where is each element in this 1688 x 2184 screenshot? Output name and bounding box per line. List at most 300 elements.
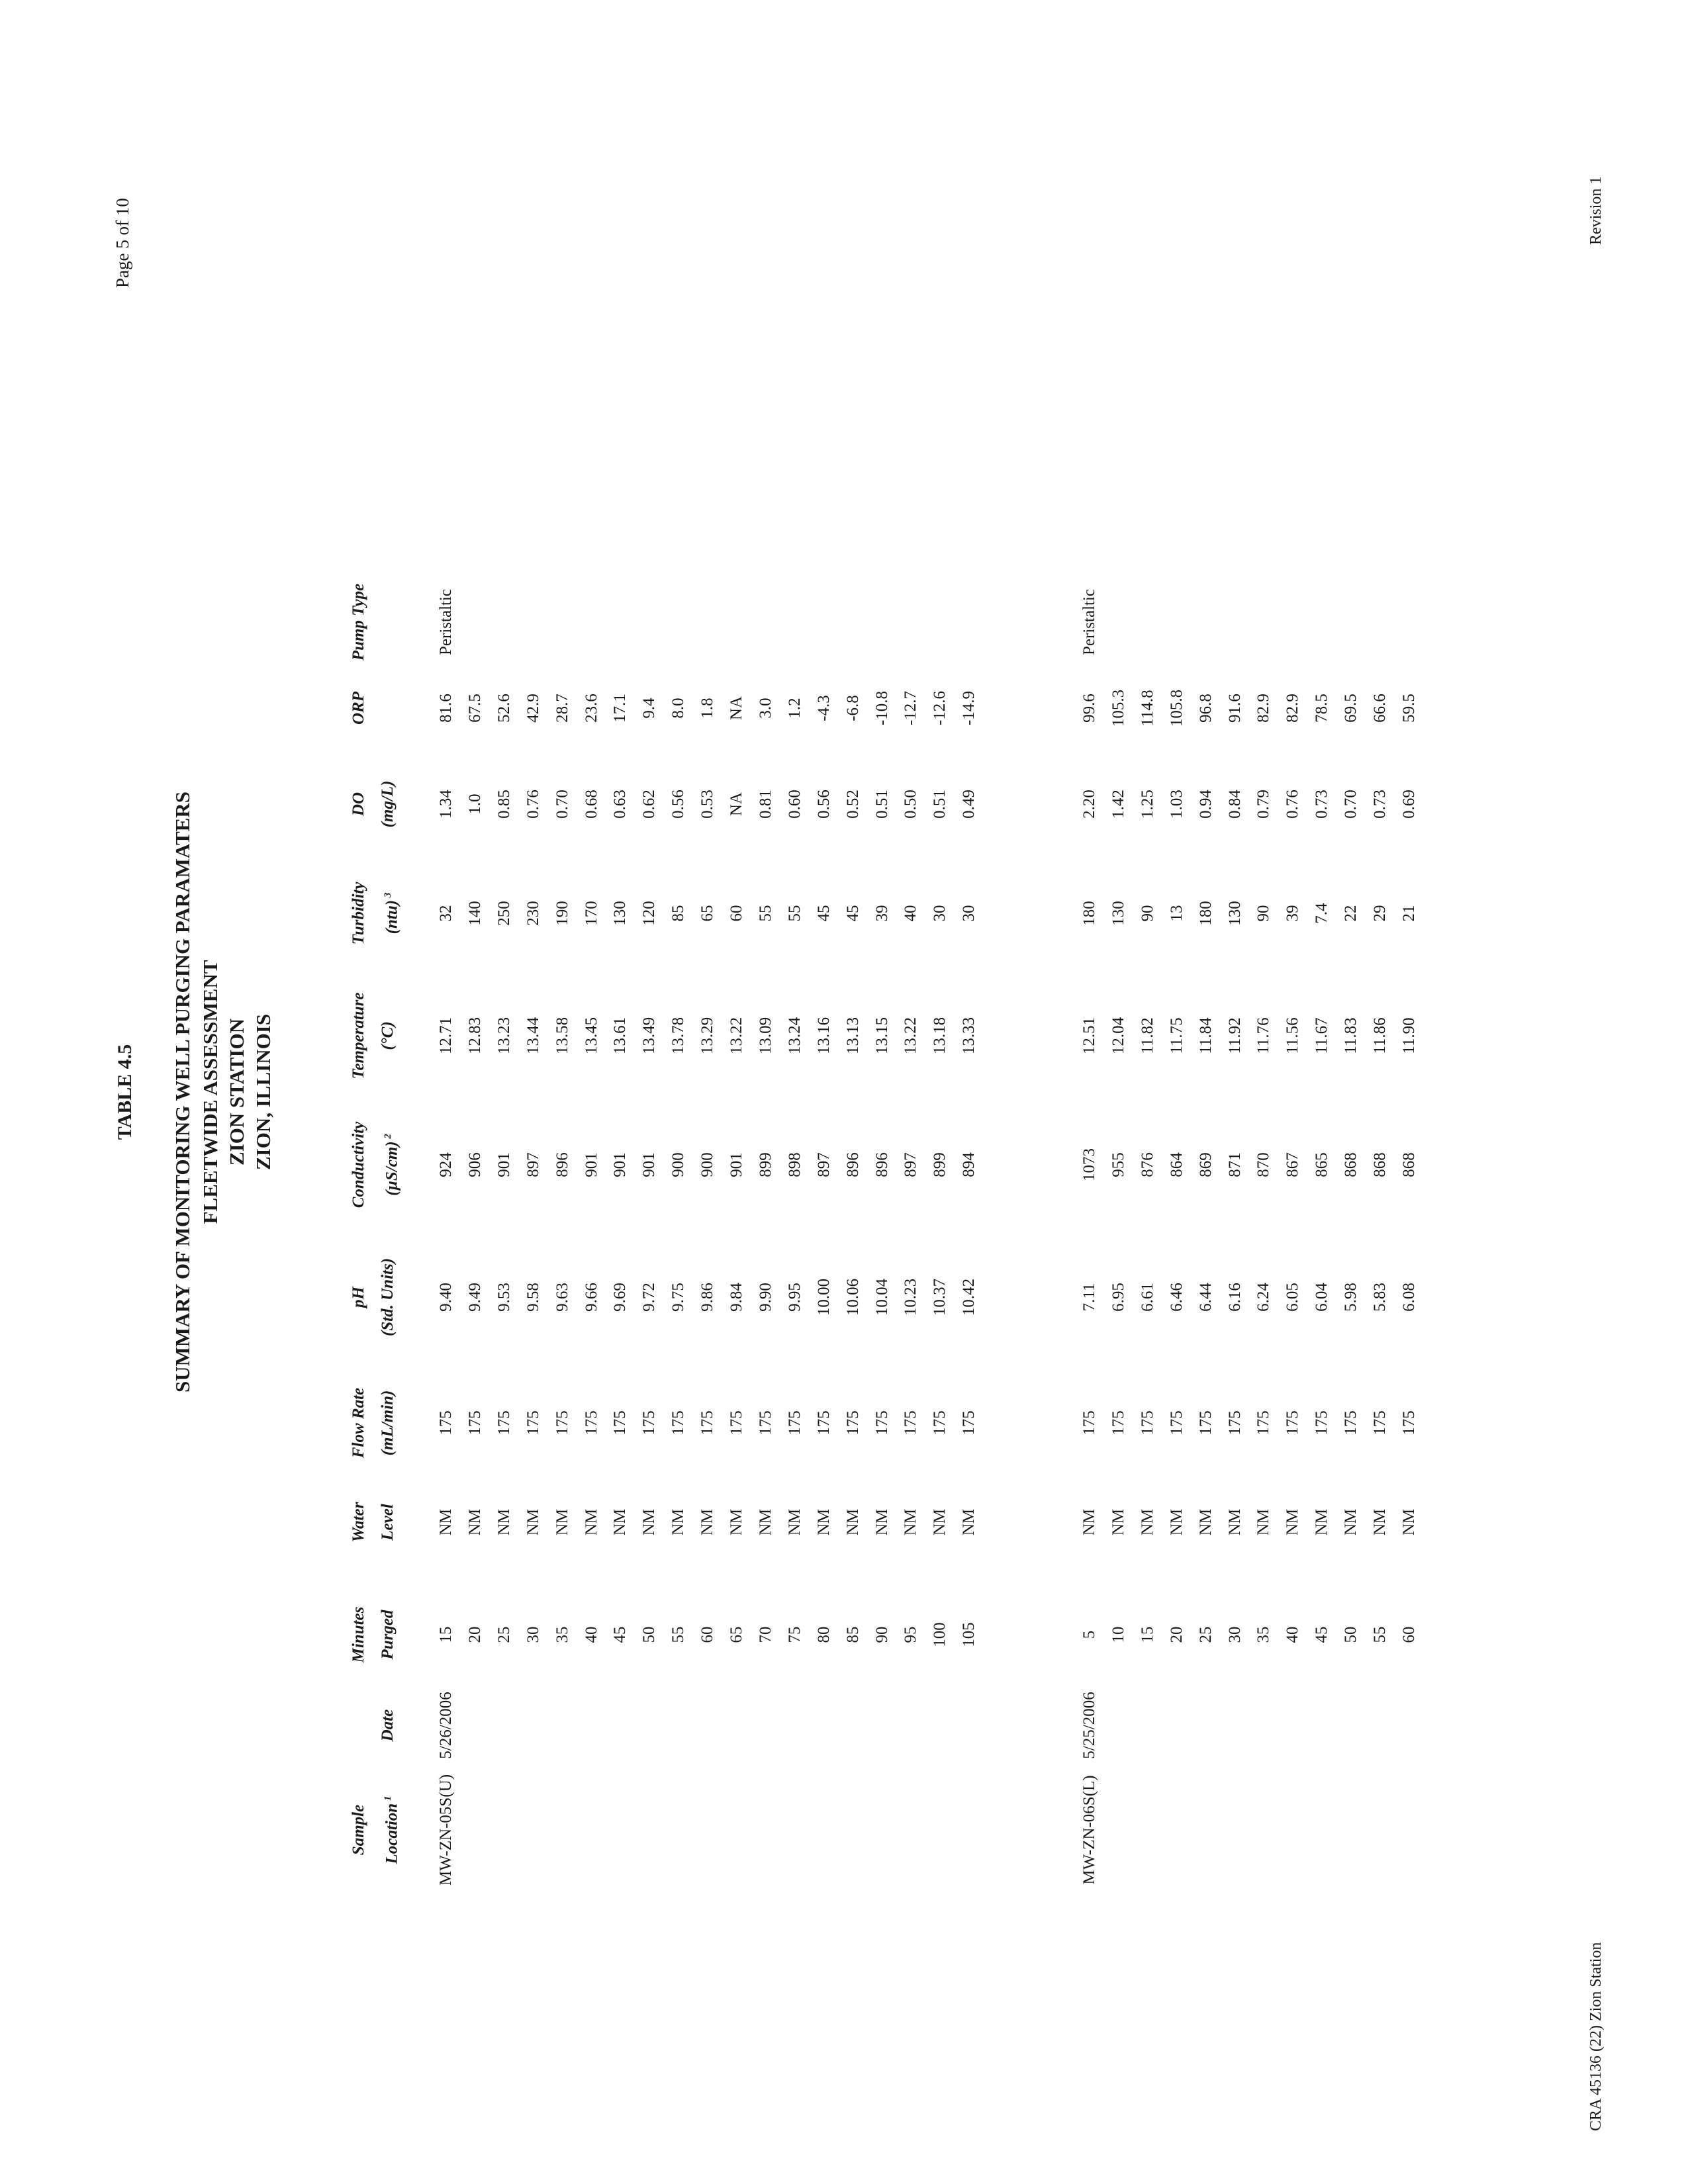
header-turb-line2: (ntu) $^3$ bbox=[383, 892, 401, 934]
cell-cond: 900 bbox=[698, 1152, 717, 1177]
cell-water: NM bbox=[1342, 1508, 1360, 1536]
cell-minutes: 20 bbox=[465, 1626, 484, 1643]
cell-orp: 114.8 bbox=[1138, 690, 1156, 727]
cell-minutes: 45 bbox=[611, 1626, 630, 1643]
cell-turb: 180 bbox=[1196, 901, 1215, 926]
cell-water: NM bbox=[1080, 1508, 1098, 1536]
footnote-marker: 1 bbox=[383, 1796, 393, 1803]
pump-type: Peristaltic bbox=[437, 589, 455, 655]
cell-turb: 21 bbox=[1399, 905, 1418, 922]
cell-cond: 868 bbox=[1371, 1152, 1389, 1177]
cell-ph: 9.53 bbox=[494, 1283, 513, 1312]
cell-water: NM bbox=[1109, 1508, 1127, 1536]
cell-flow: 175 bbox=[1313, 1410, 1331, 1435]
cell-turb: 13 bbox=[1167, 905, 1186, 922]
cell-flow: 175 bbox=[1254, 1410, 1273, 1435]
cell-cond: 864 bbox=[1167, 1152, 1186, 1177]
cell-flow: 175 bbox=[727, 1410, 745, 1435]
cell-ph: 6.61 bbox=[1138, 1283, 1156, 1312]
cell-do: 0.85 bbox=[494, 790, 513, 819]
cell-temp: 13.16 bbox=[814, 1017, 833, 1055]
cell-cond: 955 bbox=[1109, 1152, 1127, 1177]
cell-temp: 11.75 bbox=[1167, 1017, 1186, 1054]
cell-cond: 896 bbox=[872, 1152, 891, 1177]
cell-temp: 13.13 bbox=[843, 1017, 862, 1055]
cell-temp: 13.22 bbox=[902, 1017, 920, 1055]
cell-water: NM bbox=[1371, 1508, 1389, 1536]
header-flow-line1: Flow Rate bbox=[350, 1387, 367, 1459]
cell-temp: 13.78 bbox=[669, 1017, 688, 1055]
cell-temp: 13.24 bbox=[785, 1017, 804, 1055]
header-location-line1: Sample bbox=[350, 1804, 367, 1856]
cell-water: NM bbox=[814, 1508, 833, 1536]
cell-do: 0.51 bbox=[931, 790, 949, 819]
cell-cond: 897 bbox=[902, 1152, 920, 1177]
cell-minutes: 25 bbox=[1196, 1626, 1215, 1643]
cell-minutes: 95 bbox=[902, 1626, 920, 1643]
header-cond-line2: (µS/cm) $^2$ bbox=[383, 1134, 401, 1196]
cell-cond: 906 bbox=[465, 1152, 484, 1177]
cell-ph: 6.95 bbox=[1109, 1283, 1127, 1312]
cell-water: NM bbox=[727, 1508, 745, 1536]
cell-orp: -10.8 bbox=[872, 690, 891, 726]
header-ph bbox=[344, 1231, 402, 1363]
cell-ph: 9.49 bbox=[465, 1283, 484, 1312]
cell-orp: -12.6 bbox=[931, 690, 949, 726]
cell-orp: 3.0 bbox=[756, 698, 774, 719]
cell-ph: 9.84 bbox=[727, 1283, 745, 1312]
cell-orp: -14.9 bbox=[960, 690, 978, 726]
cell-turb: 30 bbox=[931, 905, 949, 922]
cell-flow: 175 bbox=[902, 1410, 920, 1435]
sample-location: MW-ZN-06S(L) bbox=[1080, 1775, 1098, 1885]
cell-temp: 12.51 bbox=[1080, 1017, 1098, 1055]
cell-flow: 175 bbox=[1284, 1410, 1302, 1435]
cell-ph: 6.04 bbox=[1313, 1283, 1331, 1312]
cell-flow: 175 bbox=[1371, 1410, 1389, 1435]
cell-water: NM bbox=[437, 1508, 455, 1536]
cell-orp: 66.6 bbox=[1371, 694, 1389, 723]
cell-turb: 65 bbox=[698, 905, 717, 922]
cell-orp: 17.1 bbox=[611, 694, 630, 723]
footnote-marker: 2 bbox=[383, 1134, 393, 1142]
cell-minutes: 40 bbox=[582, 1626, 600, 1643]
header-minutes bbox=[344, 1582, 402, 1688]
cell-orp: 52.6 bbox=[494, 694, 513, 723]
cell-water: NM bbox=[872, 1508, 891, 1536]
cell-orp: 59.5 bbox=[1399, 694, 1418, 723]
cell-cond: 868 bbox=[1399, 1152, 1418, 1177]
revision-label: Revision 1 bbox=[1587, 176, 1605, 245]
cell-flow: 175 bbox=[494, 1410, 513, 1435]
cell-orp: 105.8 bbox=[1167, 689, 1186, 727]
cell-orp: 28.7 bbox=[553, 694, 571, 723]
cell-water: NM bbox=[1196, 1508, 1215, 1536]
cell-orp: 78.5 bbox=[1313, 694, 1331, 723]
page-number: Page 5 of 10 bbox=[113, 198, 132, 288]
cell-turb: 39 bbox=[872, 905, 891, 922]
cell-cond: 1073 bbox=[1080, 1148, 1098, 1181]
cell-orp: -12.7 bbox=[902, 690, 920, 726]
cell-do: 1.0 bbox=[465, 794, 484, 815]
cell-turb: 250 bbox=[494, 901, 513, 926]
cell-water: NM bbox=[669, 1508, 688, 1536]
cell-cond: 867 bbox=[1284, 1152, 1302, 1177]
cell-ph: 5.83 bbox=[1371, 1283, 1389, 1312]
cell-ph: 10.00 bbox=[814, 1278, 833, 1316]
cell-cond: 901 bbox=[640, 1152, 659, 1177]
cell-turb: 85 bbox=[669, 905, 688, 922]
header-temp bbox=[344, 966, 402, 1105]
cell-minutes: 30 bbox=[1225, 1626, 1244, 1643]
cell-minutes: 105 bbox=[960, 1622, 978, 1647]
cell-ph: 6.16 bbox=[1225, 1283, 1244, 1312]
cell-ph: 9.90 bbox=[756, 1283, 774, 1312]
cell-minutes: 90 bbox=[872, 1626, 891, 1643]
cell-turb: 45 bbox=[814, 905, 833, 922]
cell-minutes: 70 bbox=[756, 1626, 774, 1643]
cell-water: NM bbox=[1167, 1508, 1186, 1536]
cell-orp: -4.3 bbox=[814, 695, 833, 721]
cell-orp: 67.5 bbox=[465, 694, 484, 723]
cell-water: NM bbox=[1284, 1508, 1302, 1536]
cell-water: NM bbox=[553, 1508, 571, 1536]
cell-turb: 230 bbox=[524, 901, 542, 926]
cell-temp: 11.84 bbox=[1196, 1017, 1215, 1054]
cell-flow: 175 bbox=[640, 1410, 659, 1435]
cell-cond: 924 bbox=[437, 1152, 455, 1177]
header-ph-line1: pH bbox=[350, 1287, 367, 1308]
cell-ph: 7.11 bbox=[1080, 1283, 1098, 1312]
pump-type: Peristaltic bbox=[1080, 589, 1098, 655]
cell-turb: 120 bbox=[640, 901, 659, 926]
cell-do: 0.73 bbox=[1313, 790, 1331, 819]
header-location-line2: Location $^1$ bbox=[383, 1796, 401, 1864]
cell-do: 0.62 bbox=[640, 790, 659, 819]
header-cond bbox=[344, 1095, 406, 1234]
cell-flow: 175 bbox=[931, 1410, 949, 1435]
cell-ph: 6.46 bbox=[1167, 1283, 1186, 1312]
cell-turb: 180 bbox=[1080, 901, 1098, 926]
cell-do: 0.68 bbox=[582, 790, 600, 819]
cell-temp: 13.45 bbox=[582, 1017, 600, 1055]
cell-water: NM bbox=[1313, 1508, 1331, 1536]
footnote-marker: 3 bbox=[383, 892, 393, 900]
cell-temp: 13.33 bbox=[960, 1017, 978, 1055]
cell-cond: 901 bbox=[727, 1152, 745, 1177]
cell-temp: 12.04 bbox=[1109, 1017, 1127, 1055]
table-number: TABLE 4.5 bbox=[114, 1044, 136, 1140]
cell-do: 0.49 bbox=[960, 790, 978, 819]
sample-date: 5/25/2006 bbox=[1080, 1692, 1098, 1759]
cell-flow: 175 bbox=[785, 1410, 804, 1435]
cell-temp: 11.56 bbox=[1284, 1017, 1302, 1054]
sample-location: MW-ZN-05S(U) bbox=[437, 1774, 455, 1886]
cell-cond: 865 bbox=[1313, 1152, 1331, 1177]
cell-flow: 175 bbox=[1080, 1410, 1098, 1435]
cell-orp: 96.8 bbox=[1196, 694, 1215, 723]
cell-ph: 9.72 bbox=[640, 1283, 659, 1312]
cell-do: 0.56 bbox=[669, 790, 688, 819]
station-location: ZION, ILLINOIS bbox=[252, 1013, 275, 1171]
cell-flow: 175 bbox=[437, 1410, 455, 1435]
cell-flow: 175 bbox=[1225, 1410, 1244, 1435]
cell-minutes: 15 bbox=[437, 1626, 455, 1643]
cell-turb: 60 bbox=[727, 905, 745, 922]
header-do bbox=[344, 751, 402, 857]
cell-water: NM bbox=[698, 1508, 717, 1536]
header-pump-line1: Pump Type bbox=[350, 583, 367, 661]
cell-cond: 901 bbox=[582, 1152, 600, 1177]
cell-turb: 90 bbox=[1138, 905, 1156, 922]
cell-orp: 82.9 bbox=[1254, 694, 1273, 723]
cell-ph: 9.63 bbox=[553, 1283, 571, 1312]
cell-minutes: 25 bbox=[494, 1626, 513, 1643]
cell-do: 0.70 bbox=[553, 790, 571, 819]
cell-do: 0.60 bbox=[785, 790, 804, 819]
footer-label: CRA 45136 (22) Zion Station bbox=[1587, 1942, 1605, 2131]
header-turb-line1: Turbidity bbox=[350, 882, 367, 945]
cell-cond: 894 bbox=[960, 1152, 978, 1177]
cell-cond: 871 bbox=[1225, 1152, 1244, 1177]
cell-flow: 175 bbox=[465, 1410, 484, 1435]
cell-water: NM bbox=[931, 1508, 949, 1536]
cell-turb: 45 bbox=[843, 905, 862, 922]
cell-ph: 10.04 bbox=[872, 1278, 891, 1316]
table-title: SUMMARY OF MONITORING WELL PURGING PARAMATERS bbox=[171, 792, 194, 1392]
cell-temp: 13.18 bbox=[931, 1017, 949, 1055]
header-cond-line1: Conductivity bbox=[350, 1121, 367, 1208]
cell-ph: 9.66 bbox=[582, 1283, 600, 1312]
cell-turb: 30 bbox=[960, 905, 978, 922]
cell-orp: 8.0 bbox=[669, 698, 688, 719]
cell-do: 0.53 bbox=[698, 790, 717, 819]
cell-water: NM bbox=[1254, 1508, 1273, 1536]
cell-cond: 901 bbox=[494, 1152, 513, 1177]
cell-turb: 29 bbox=[1371, 905, 1389, 922]
cell-water: NM bbox=[611, 1508, 630, 1536]
cell-turb: 170 bbox=[582, 901, 600, 926]
cell-minutes: 40 bbox=[1284, 1626, 1302, 1643]
cell-cond: 899 bbox=[931, 1152, 949, 1177]
cell-cond: 899 bbox=[756, 1152, 774, 1177]
header-turb bbox=[344, 854, 406, 973]
cell-temp: 13.22 bbox=[727, 1017, 745, 1055]
cell-ph: 10.06 bbox=[843, 1278, 862, 1316]
cell-minutes: 85 bbox=[843, 1626, 862, 1643]
cell-ph: 6.08 bbox=[1399, 1283, 1418, 1312]
header-orp-line1: ORP bbox=[350, 692, 367, 725]
cell-do: 0.84 bbox=[1225, 790, 1244, 819]
cell-do: 1.25 bbox=[1138, 790, 1156, 819]
cell-cond: 898 bbox=[785, 1152, 804, 1177]
cell-flow: 175 bbox=[524, 1410, 542, 1435]
cell-water: NM bbox=[902, 1508, 920, 1536]
sample-date: 5/26/2006 bbox=[437, 1692, 455, 1759]
cell-water: NM bbox=[465, 1508, 484, 1536]
header-flow bbox=[344, 1363, 402, 1482]
cell-ph: 9.95 bbox=[785, 1283, 804, 1312]
cell-turb: 130 bbox=[611, 901, 630, 926]
header-flow-line2: (mL/min) bbox=[379, 1390, 397, 1456]
header-water bbox=[344, 1473, 402, 1572]
cell-orp: 91.6 bbox=[1225, 694, 1244, 723]
cell-minutes: 35 bbox=[553, 1626, 571, 1643]
cell-ph: 9.75 bbox=[669, 1283, 688, 1312]
cell-cond: 897 bbox=[524, 1152, 542, 1177]
cell-water: NM bbox=[756, 1508, 774, 1536]
header-water-line1: Water bbox=[350, 1502, 367, 1543]
cell-flow: 175 bbox=[1109, 1410, 1127, 1435]
cell-do: NA bbox=[727, 792, 745, 817]
cell-flow: 175 bbox=[1342, 1410, 1360, 1435]
cell-flow: 175 bbox=[553, 1410, 571, 1435]
cell-temp: 11.76 bbox=[1254, 1017, 1273, 1054]
cell-ph: 9.86 bbox=[698, 1283, 717, 1312]
header-temp-line1: Temperature bbox=[350, 992, 367, 1079]
cell-flow: 175 bbox=[611, 1410, 630, 1435]
cell-do: 0.63 bbox=[611, 790, 630, 819]
station-name: ZION STATION bbox=[225, 1019, 248, 1165]
cell-ph: 9.40 bbox=[437, 1283, 455, 1312]
cell-temp: 13.61 bbox=[611, 1017, 630, 1055]
cell-minutes: 30 bbox=[524, 1626, 542, 1643]
header-do-line2: (mg/L) bbox=[379, 780, 397, 828]
header-do-line1: DO bbox=[350, 792, 367, 817]
cell-temp: 12.71 bbox=[437, 1017, 455, 1055]
cell-ph: 6.44 bbox=[1196, 1283, 1215, 1312]
header-date-line2: Date bbox=[379, 1709, 397, 1742]
cell-ph: 10.42 bbox=[960, 1278, 978, 1316]
cell-do: 0.69 bbox=[1399, 790, 1418, 819]
cell-cond: 900 bbox=[669, 1152, 688, 1177]
cell-orp: 69.5 bbox=[1342, 694, 1360, 723]
cell-turb: 55 bbox=[756, 905, 774, 922]
cell-cond: 869 bbox=[1196, 1152, 1215, 1177]
cell-orp: NA bbox=[727, 696, 745, 721]
cell-turb: 55 bbox=[785, 905, 804, 922]
cell-flow: 175 bbox=[960, 1410, 978, 1435]
cell-orp: 42.9 bbox=[524, 694, 542, 723]
cell-minutes: 50 bbox=[640, 1626, 659, 1643]
cell-flow: 175 bbox=[1196, 1410, 1215, 1435]
cell-cond: 901 bbox=[611, 1152, 630, 1177]
cell-flow: 175 bbox=[698, 1410, 717, 1435]
cell-do: 1.34 bbox=[437, 790, 455, 819]
cell-ph: 10.23 bbox=[902, 1278, 920, 1316]
cell-temp: 11.83 bbox=[1342, 1017, 1360, 1054]
cell-orp: 9.4 bbox=[640, 698, 659, 719]
cell-orp: 99.6 bbox=[1080, 694, 1098, 723]
cell-turb: 130 bbox=[1109, 901, 1127, 926]
cell-do: 0.50 bbox=[902, 790, 920, 819]
header-minutes-line2: Purged bbox=[379, 1610, 397, 1660]
cell-orp: -6.8 bbox=[843, 695, 862, 721]
cell-temp: 13.29 bbox=[698, 1017, 717, 1055]
cell-turb: 39 bbox=[1284, 905, 1302, 922]
cell-water: NM bbox=[960, 1508, 978, 1536]
cell-temp: 13.15 bbox=[872, 1017, 891, 1055]
cell-orp: 82.9 bbox=[1284, 694, 1302, 723]
cell-minutes: 60 bbox=[698, 1626, 717, 1643]
cell-do: 0.94 bbox=[1196, 790, 1215, 819]
cell-do: 0.70 bbox=[1342, 790, 1360, 819]
cell-flow: 175 bbox=[1138, 1410, 1156, 1435]
cell-cond: 897 bbox=[814, 1152, 833, 1177]
cell-water: NM bbox=[1225, 1508, 1244, 1536]
cell-water: NM bbox=[785, 1508, 804, 1536]
cell-flow: 175 bbox=[669, 1410, 688, 1435]
cell-flow: 175 bbox=[1167, 1410, 1186, 1435]
cell-temp: 12.83 bbox=[465, 1017, 484, 1055]
cell-do: 0.56 bbox=[814, 790, 833, 819]
cell-cond: 868 bbox=[1342, 1152, 1360, 1177]
cell-minutes: 5 bbox=[1080, 1630, 1098, 1639]
header-temp-line2: (°C) bbox=[379, 1021, 397, 1050]
cell-minutes: 50 bbox=[1342, 1626, 1360, 1643]
cell-water: NM bbox=[1399, 1508, 1418, 1536]
cell-minutes: 45 bbox=[1313, 1626, 1331, 1643]
cell-minutes: 100 bbox=[931, 1622, 949, 1647]
cell-cond: 896 bbox=[553, 1152, 571, 1177]
cell-minutes: 65 bbox=[727, 1626, 745, 1643]
cell-turb: 32 bbox=[437, 905, 455, 922]
cell-turb: 22 bbox=[1342, 905, 1360, 922]
cell-temp: 11.92 bbox=[1225, 1017, 1244, 1054]
cell-cond: 876 bbox=[1138, 1152, 1156, 1177]
table-subtitle: FLEETWIDE ASSESSMENT bbox=[199, 960, 222, 1224]
cell-temp: 11.67 bbox=[1313, 1017, 1331, 1054]
cell-do: 0.81 bbox=[756, 790, 774, 819]
cell-flow: 175 bbox=[582, 1410, 600, 1435]
cell-minutes: 20 bbox=[1167, 1626, 1186, 1643]
cell-turb: 140 bbox=[465, 901, 484, 926]
cell-ph: 6.05 bbox=[1284, 1283, 1302, 1312]
header-water-line2: Level bbox=[379, 1504, 397, 1541]
cell-orp: 105.3 bbox=[1109, 689, 1127, 727]
cell-flow: 175 bbox=[756, 1410, 774, 1435]
cell-temp: 11.86 bbox=[1371, 1017, 1389, 1054]
header-minutes-line1: Minutes bbox=[350, 1606, 367, 1663]
cell-turb: 190 bbox=[553, 901, 571, 926]
cell-turb: 130 bbox=[1225, 901, 1244, 926]
cell-do: 1.03 bbox=[1167, 790, 1186, 819]
cell-minutes: 60 bbox=[1399, 1626, 1418, 1643]
cell-minutes: 80 bbox=[814, 1626, 833, 1643]
cell-flow: 175 bbox=[1399, 1410, 1418, 1435]
cell-ph: 5.98 bbox=[1342, 1283, 1360, 1312]
cell-turb: 90 bbox=[1254, 905, 1273, 922]
cell-do: 0.51 bbox=[872, 790, 891, 819]
cell-water: NM bbox=[843, 1508, 862, 1536]
cell-ph: 9.58 bbox=[524, 1283, 542, 1312]
cell-water: NM bbox=[524, 1508, 542, 1536]
cell-minutes: 55 bbox=[669, 1626, 688, 1643]
cell-orp: 81.6 bbox=[437, 694, 455, 723]
header-date-line1 bbox=[344, 1672, 373, 1778]
cell-temp: 11.82 bbox=[1138, 1017, 1156, 1054]
cell-turb: 7.4 bbox=[1313, 903, 1331, 924]
cell-cond: 896 bbox=[843, 1152, 862, 1177]
cell-temp: 13.49 bbox=[640, 1017, 659, 1055]
cell-turb: 40 bbox=[902, 905, 920, 922]
cell-water: NM bbox=[494, 1508, 513, 1536]
cell-do: 0.73 bbox=[1371, 790, 1389, 819]
cell-temp: 13.58 bbox=[553, 1017, 571, 1055]
header-pump bbox=[344, 559, 402, 685]
cell-orp: 1.8 bbox=[698, 698, 717, 719]
header-pump-line2 bbox=[373, 559, 402, 685]
